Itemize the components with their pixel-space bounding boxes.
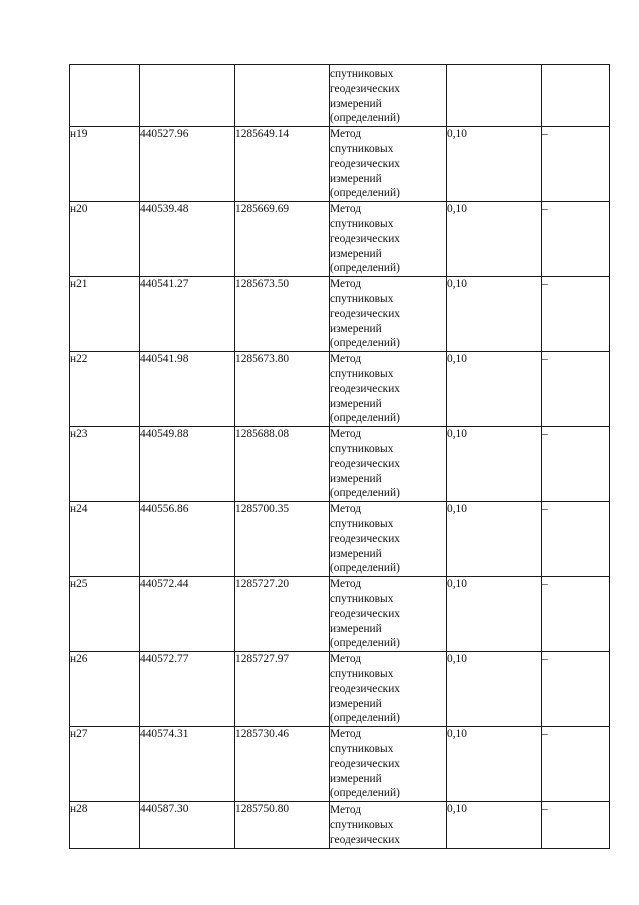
method-line: (определений) xyxy=(330,187,400,200)
note-cell: – xyxy=(542,652,610,727)
accuracy-cell: 0,10 xyxy=(447,577,542,652)
method-cell xyxy=(330,652,447,727)
point-cell: н23 xyxy=(70,427,140,502)
method-line: геодезических xyxy=(330,532,400,545)
table-row xyxy=(70,502,610,577)
method-cell xyxy=(330,427,447,502)
accuracy-cell: 0,10 xyxy=(447,202,542,277)
method-line: Метод xyxy=(330,653,362,666)
accuracy-cell: 0,10 xyxy=(447,502,542,577)
point-cell: н26 xyxy=(70,652,140,727)
method-line: (определений) xyxy=(330,712,400,725)
method-line: Метод xyxy=(330,353,362,366)
table-row xyxy=(70,127,610,202)
y-coordinate-cell xyxy=(235,65,330,127)
accuracy-cell: 0,10 xyxy=(447,127,542,202)
method-line: (определений) xyxy=(330,487,400,500)
accuracy-cell: 0,10 xyxy=(447,802,542,848)
method-line: Метод xyxy=(330,578,362,591)
point-cell: н27 xyxy=(70,727,140,802)
method-cell xyxy=(330,577,447,652)
note-cell: – xyxy=(542,127,610,202)
table-row xyxy=(70,802,610,848)
point-cell xyxy=(70,65,140,127)
accuracy-cell xyxy=(447,65,542,127)
table-row xyxy=(70,202,610,277)
y-coordinate-cell: 1285669.69 xyxy=(235,202,330,277)
method-line: геодезических xyxy=(330,607,400,620)
method-line: (определений) xyxy=(330,337,400,350)
method-line: (определений) xyxy=(330,112,400,125)
method-line: измерений xyxy=(330,772,382,785)
y-coordinate-cell: 1285727.97 xyxy=(235,652,330,727)
method-cell xyxy=(330,127,447,202)
method-cell xyxy=(330,727,447,802)
note-cell: – xyxy=(542,427,610,502)
method-line: измерений xyxy=(330,172,382,185)
note-cell: – xyxy=(542,277,610,352)
x-coordinate-cell: 440539.48 xyxy=(140,202,235,277)
table-row xyxy=(70,277,610,352)
method-line: спутниковых xyxy=(330,442,394,455)
method-line: Метод xyxy=(330,804,362,817)
method-line: спутниковых xyxy=(330,68,394,80)
note-cell: – xyxy=(542,577,610,652)
method-line: измерений xyxy=(330,322,382,335)
y-coordinate-cell: 1285727.20 xyxy=(235,577,330,652)
accuracy-cell: 0,10 xyxy=(447,427,542,502)
method-line: спутниковых xyxy=(330,517,394,530)
y-coordinate-cell: 1285673.80 xyxy=(235,352,330,427)
method-line: спутниковых xyxy=(330,292,394,305)
table-row xyxy=(70,652,610,727)
method-cell xyxy=(330,502,447,577)
method-line: геодезических xyxy=(330,232,400,245)
point-cell: н28 xyxy=(70,802,140,848)
method-line: геодезических xyxy=(330,833,400,846)
method-line: спутниковых xyxy=(330,742,394,755)
x-coordinate-cell: 440556.86 xyxy=(140,502,235,577)
method-line: геодезических xyxy=(330,682,400,695)
x-coordinate-cell xyxy=(140,65,235,127)
note-cell: – xyxy=(542,727,610,802)
table-row-continued xyxy=(70,65,610,127)
note-cell: – xyxy=(542,802,610,848)
method-line: измерений xyxy=(330,697,382,710)
method-line: измерений xyxy=(330,397,382,410)
table-row xyxy=(70,352,610,427)
method-cell xyxy=(330,277,447,352)
point-cell: н25 xyxy=(70,577,140,652)
y-coordinate-cell: 1285750.80 xyxy=(235,802,330,848)
method-line: (определений) xyxy=(330,637,400,650)
method-line: геодезических xyxy=(330,157,400,170)
method-line: геодезических xyxy=(330,82,400,95)
y-coordinate-cell: 1285700.35 xyxy=(235,502,330,577)
accuracy-cell: 0,10 xyxy=(447,727,542,802)
point-cell: н21 xyxy=(70,277,140,352)
method-line: измерений xyxy=(330,472,382,485)
y-coordinate-cell: 1285673.50 xyxy=(235,277,330,352)
x-coordinate-cell: 440574.31 xyxy=(140,727,235,802)
method-line: Метод xyxy=(330,428,362,441)
method-line: (определений) xyxy=(330,562,400,575)
note-cell: – xyxy=(542,352,610,427)
point-cell: н19 xyxy=(70,127,140,202)
method-line: геодезических xyxy=(330,757,400,770)
x-coordinate-cell: 440541.98 xyxy=(140,352,235,427)
method-line: Метод xyxy=(330,728,362,741)
method-line: геодезических xyxy=(330,457,400,470)
method-line: спутниковых xyxy=(330,142,394,155)
method-line: Метод xyxy=(330,278,362,291)
x-coordinate-cell: 440572.77 xyxy=(140,652,235,727)
method-line: Метод xyxy=(330,503,362,516)
y-coordinate-cell: 1285688.08 xyxy=(235,427,330,502)
y-coordinate-cell: 1285649.14 xyxy=(235,127,330,202)
method-line: геодезических xyxy=(330,307,400,320)
method-line: спутниковых xyxy=(330,367,394,380)
coordinates-table xyxy=(69,64,610,849)
method-line: спутниковых xyxy=(330,818,394,831)
note-cell: – xyxy=(542,202,610,277)
method-line: (определений) xyxy=(330,412,400,425)
note-cell xyxy=(542,65,610,127)
method-line: (определений) xyxy=(330,787,400,800)
table-row xyxy=(70,577,610,652)
x-coordinate-cell: 440549.88 xyxy=(140,427,235,502)
method-line: спутниковых xyxy=(330,667,394,680)
x-coordinate-cell: 440527.96 xyxy=(140,127,235,202)
x-coordinate-cell: 440541.27 xyxy=(140,277,235,352)
point-cell: н20 xyxy=(70,202,140,277)
accuracy-cell: 0,10 xyxy=(447,352,542,427)
method-line: измерений xyxy=(330,247,382,260)
method-line: геодезических xyxy=(330,382,400,395)
method-line: Метод xyxy=(330,128,362,141)
accuracy-cell: 0,10 xyxy=(447,652,542,727)
method-line: измерений xyxy=(330,547,382,560)
method-cell xyxy=(330,352,447,427)
method-cell xyxy=(330,802,447,848)
x-coordinate-cell: 440587.30 xyxy=(140,802,235,848)
method-line: измерений xyxy=(330,622,382,635)
method-cell xyxy=(330,202,447,277)
table-row xyxy=(70,427,610,502)
point-cell: н24 xyxy=(70,502,140,577)
method-line: (определений) xyxy=(330,262,400,275)
method-line: спутниковых xyxy=(330,592,394,605)
table-row xyxy=(70,727,610,802)
point-cell: н22 xyxy=(70,352,140,427)
note-cell: – xyxy=(542,502,610,577)
method-cell xyxy=(330,65,447,127)
coordinates-table-body xyxy=(70,65,610,849)
method-line: спутниковых xyxy=(330,217,394,230)
method-line: измерений xyxy=(330,97,382,110)
x-coordinate-cell: 440572.44 xyxy=(140,577,235,652)
method-line: Метод xyxy=(330,203,362,216)
accuracy-cell: 0,10 xyxy=(447,277,542,352)
y-coordinate-cell: 1285730.46 xyxy=(235,727,330,802)
